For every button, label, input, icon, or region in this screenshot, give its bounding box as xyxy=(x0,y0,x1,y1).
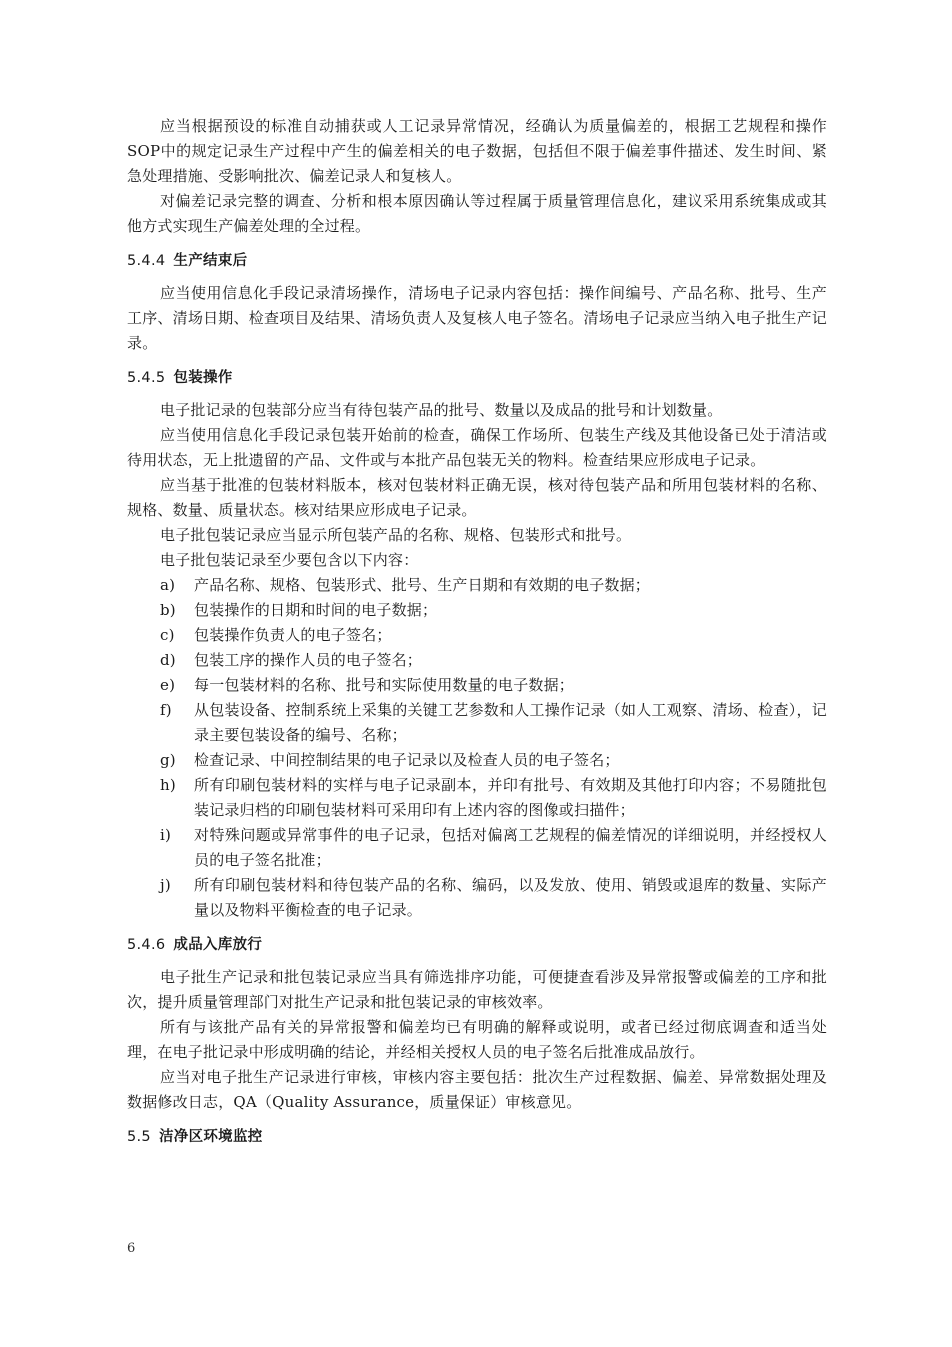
list-item xyxy=(160,873,827,923)
section-title: 洁净区环境监控 xyxy=(158,1129,263,1145)
list-item-text: 包装操作负责人的电子签名； xyxy=(194,626,392,644)
list-item xyxy=(160,598,827,623)
list-item xyxy=(160,673,827,698)
section-number: 5.5 xyxy=(127,1129,151,1145)
list-item xyxy=(160,823,827,873)
list-item xyxy=(160,623,827,648)
section-heading-5-5 xyxy=(127,1125,827,1149)
list-marker: g) xyxy=(160,751,176,769)
section-number: 5.4.6 xyxy=(127,937,166,953)
list-item-text: 所有印刷包装材料的实样与电子记录副本，并印有批号、有效期及其他打印内容；不易随批包装记录归档的印刷包装材料可采用印有上述内容的图像或扫描件； xyxy=(194,776,827,819)
page-number: 6 xyxy=(127,1241,136,1256)
list-item-text: 包装工序的操作人员的电子签名； xyxy=(194,651,423,669)
list-marker: b) xyxy=(160,601,176,619)
paragraph: 对偏差记录完整的调查、分析和根本原因确认等过程属于质量管理信息化，建议采用系统集成或其他方式实现生产偏差处理的全过程。 xyxy=(127,192,827,235)
list-marker: h) xyxy=(160,776,176,794)
paragraph: 电子批包装记录应当显示所包装产品的名称、规格、包装形式和批号。 xyxy=(160,526,632,544)
paragraph: 应当对电子批生产记录进行审核，审核内容主要包括：批次生产过程数据、偏差、异常数据处理及数据修改日志，QA（Quality Assurance，质量保证）审核意见。 xyxy=(127,1068,827,1111)
list-item-text: 所有印刷包装材料和待包装产品的名称、编码，以及发放、使用、销毁或退库的数量、实际产量以及物料平衡检查的电子记录。 xyxy=(194,876,827,919)
list-marker: e) xyxy=(160,676,176,694)
page-content xyxy=(127,114,827,1157)
list-item xyxy=(160,773,827,823)
section-title: 成品入库放行 xyxy=(173,937,263,953)
list-item-text: 从包装设备、控制系统上采集的关键工艺参数和人工操作记录（如人工观察、清场、检查），记录主要包装设备的编号、名称； xyxy=(194,701,827,744)
section-heading-5-4-5 xyxy=(127,366,827,390)
section-heading-5-4-4 xyxy=(127,249,827,273)
paragraph: 应当使用信息化手段记录包装开始前的检查，确保工作场所、包装生产线及其他设备已处于清洁或待用状态，无上批遗留的产品、文件或与本批产品包装无关的物料。检查结果应形成电子记录。 xyxy=(127,426,827,469)
list-item-text: 产品名称、规格、包装形式、批号、生产日期和有效期的电子数据； xyxy=(194,576,651,594)
paragraph: 应当根据预设的标准自动捕获或人工记录异常情况，经确认为质量偏差的，根据工艺规程和操作SOP中的规定记录生产过程中产生的偏差相关的电子数据，包括但不限于偏差事件描述、发生时间、紧急处理措施、受影响批次、偏差记录人和复核人。 xyxy=(127,117,827,185)
section-heading-5-4-6 xyxy=(127,933,827,957)
paragraph: 所有与该批产品有关的异常报警和偏差均已有明确的解释或说明，或者已经过彻底调查和适当处理，在电子批记录中形成明确的结论，并经相关授权人员的电子签名后批准成品放行。 xyxy=(127,1018,827,1061)
paragraph: 电子批包装记录至少要包含以下内容： xyxy=(160,551,419,569)
list-marker: a) xyxy=(160,576,176,594)
list-marker: c) xyxy=(160,626,175,644)
paragraph: 应当基于批准的包装材料版本，核对包装材料正确无误，核对待包装产品和所用包装材料的名称、规格、数量、质量状态。核对结果应形成电子记录。 xyxy=(127,476,827,519)
packaging-record-list xyxy=(127,573,827,923)
list-marker: j) xyxy=(160,876,171,894)
list-marker: d) xyxy=(160,651,176,669)
paragraph: 电子批记录的包装部分应当有待包装产品的批号、数量以及成品的批号和计划数量。 xyxy=(160,401,723,419)
list-item-text: 每一包装材料的名称、批号和实际使用数量的电子数据； xyxy=(194,676,575,694)
list-item xyxy=(160,573,827,598)
list-marker: i) xyxy=(160,826,172,844)
list-item-text: 检查记录、中间控制结果的电子记录以及检查人员的电子签名； xyxy=(194,751,620,769)
list-item-text: 包装操作的日期和时间的电子数据； xyxy=(194,601,438,619)
section-title: 包装操作 xyxy=(173,370,233,386)
section-title: 生产结束后 xyxy=(173,253,248,269)
section-number: 5.4.4 xyxy=(127,253,166,269)
section-number: 5.4.5 xyxy=(127,370,166,386)
list-item xyxy=(160,748,827,773)
list-item xyxy=(160,648,827,673)
paragraph: 电子批生产记录和批包装记录应当具有筛选排序功能，可便捷查看涉及异常报警或偏差的工序和批次，提升质量管理部门对批生产记录和批包装记录的审核效率。 xyxy=(127,968,827,1011)
list-marker: f) xyxy=(160,701,172,719)
paragraph: 应当使用信息化手段记录清场操作，清场电子记录内容包括：操作间编号、产品名称、批号、生产工序、清场日期、检查项目及结果、清场负责人及复核人电子签名。清场电子记录应当纳入电子批生产记录。 xyxy=(127,284,827,352)
list-item xyxy=(160,698,827,748)
list-item-text: 对特殊问题或异常事件的电子记录，包括对偏离工艺规程的偏差情况的详细说明，并经授权人员的电子签名批准； xyxy=(194,826,827,869)
